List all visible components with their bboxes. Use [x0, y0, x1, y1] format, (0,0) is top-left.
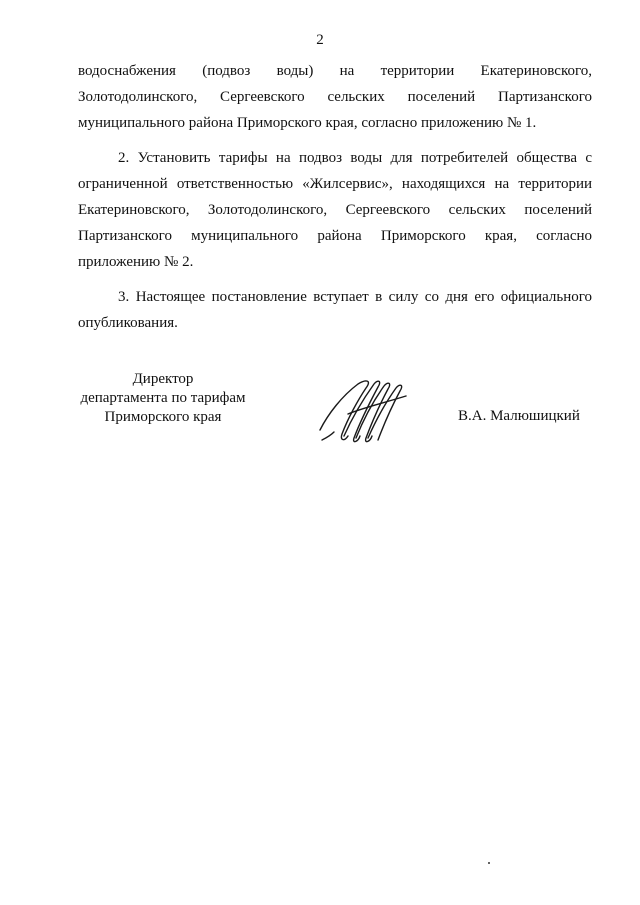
paragraph-3-line: опубликования. [78, 314, 178, 331]
signatory-title-line: департамента по тарифам [80, 390, 246, 406]
paragraph-1-line: Золотодолинского, Сергеевского сельских поселений Партизанского [78, 89, 592, 106]
paragraph-3-line: 3. Настоящее постановление вступает в силу со дня его официального [118, 288, 592, 305]
signer-name: В.А. Малюшицкий [458, 408, 580, 424]
signatory-title-line: Приморского края [104, 409, 222, 425]
paragraph-2 [78, 145, 592, 276]
document-body [78, 58, 592, 336]
paragraph-1-line: водоснабжения (подвоз воды) на территории Екатериновского, [78, 63, 592, 79]
paragraph-1 [78, 58, 592, 137]
handwritten-signature [314, 374, 410, 448]
paragraph-2-line: Екатериновского, Золотодолинского, Сергеевского сельских поселений [78, 202, 592, 219]
paragraph-1-line: муниципального района Приморского края, согласно приложению № 1. [78, 115, 537, 132]
paragraph-2-line: Партизанского муниципального района Приморского края, согласно [78, 228, 592, 245]
paragraph-2-line: приложению № 2. [78, 254, 194, 271]
scan-speck [488, 862, 490, 864]
page-number: 2 [316, 32, 324, 48]
paragraph-2-line: ограниченной ответственностью «Жилсервис», находящихся на территории [78, 175, 592, 192]
paragraph-2-line: 2. Установить тарифы на подвоз воды для потребителей общества с [118, 149, 592, 166]
signatory-title [78, 370, 248, 427]
paragraph-3 [78, 284, 592, 336]
signatory-title-line: Директор [132, 371, 194, 387]
